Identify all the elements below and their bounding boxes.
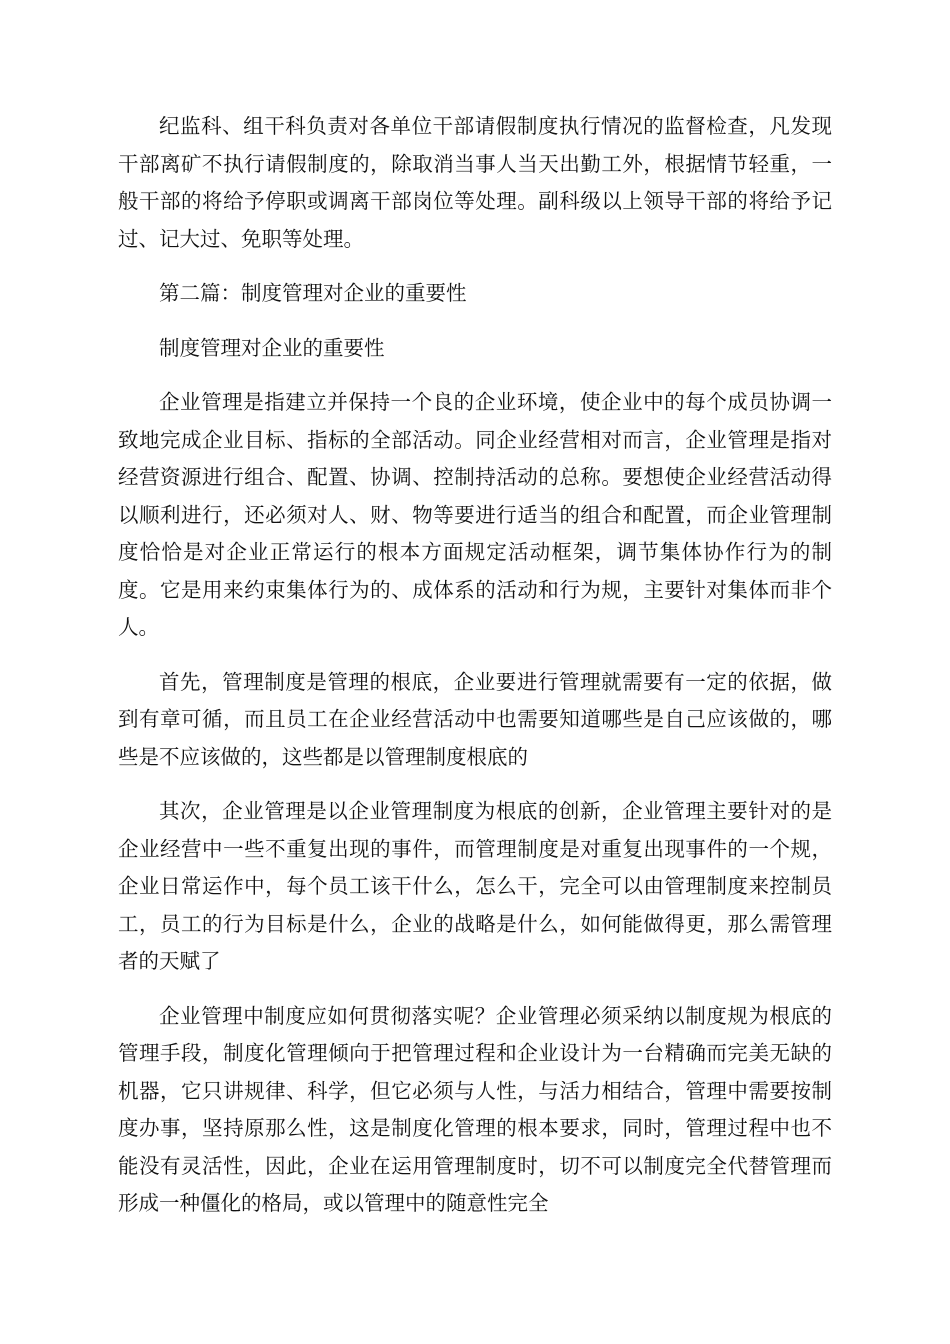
paragraph-implementation: 企业管理中制度应如何贯彻落实呢？企业管理必须采纳以制度规为根底的管理手段，制度化管理倾向于把管理过程和企业设计为一台精确而完美无缺的机器，它只讲规律、科学，但它必须与人性，与活力相结合，管理中需要按制度办事，坚持原那么性，这是制度化管理的根本要求，同时，管理过程中也不能没有灵活性，因此，企业在运用管理制度时，切不可以制度完全代替管理而形成一种僵化的格局，或以管理中的随意性完全 <box>118 1003 832 1215</box>
paragraph-enterprise-management: 企业管理是指建立并保持一个良的企业环境，使企业中的每个成员协调一致地完成企业目标、指标的全部活动。同企业经营相对而言，企业管理是指对经营资源进行组合、配置、协调、控制持活动的总称。要想使企业经营活动得以顺利进行，还必须对人、财、物等要进行适当的组合和配置，而企业管理制度恰恰是对企业正常运行的根本方面规定活动框架，调节集体协作行为的制度。它是用来约束集体行为的、成体系的活动和行为规，主要针对集体而非个人。 <box>118 390 832 639</box>
paragraph-first-point: 首先，管理制度是管理的根底，企业要进行管理就需要有一定的依据，做到有章可循，而且员工在企业经营活动中也需要知道哪些是自己应该做的，哪些是不应该做的，这些都是以管理制度根底的 <box>118 669 832 769</box>
document-page <box>118 108 832 1223</box>
section-subheading: 制度管理对企业的重要性 <box>159 335 385 360</box>
paragraph-discipline-supervision: 纪监科、组干科负责对各单位干部请假制度执行情况的监督检查，凡发现干部离矿不执行请假制度的，除取消当事人当天出勤工外，根据情节轻重，一般干部的将给予停职或调离干部岗位等处理。副科级以上领导干部的将给予记过、记大过、免职等处理。 <box>118 114 832 251</box>
section-heading: 第二篇：制度管理对企业的重要性 <box>159 281 467 305</box>
paragraph-second-point: 其次，企业管理是以企业管理制度为根底的创新，企业管理主要针对的是企业经营中一些不重复出现的事件，而管理制度是对重复出现事件的一个规，企业日常运作中，每个员工该干什么，怎么干，完全可以由管理制度来控制员工，员工的行为目标是什么，企业的战略是什么，如何能做得更，那么需管理者的天赋了 <box>118 799 832 973</box>
